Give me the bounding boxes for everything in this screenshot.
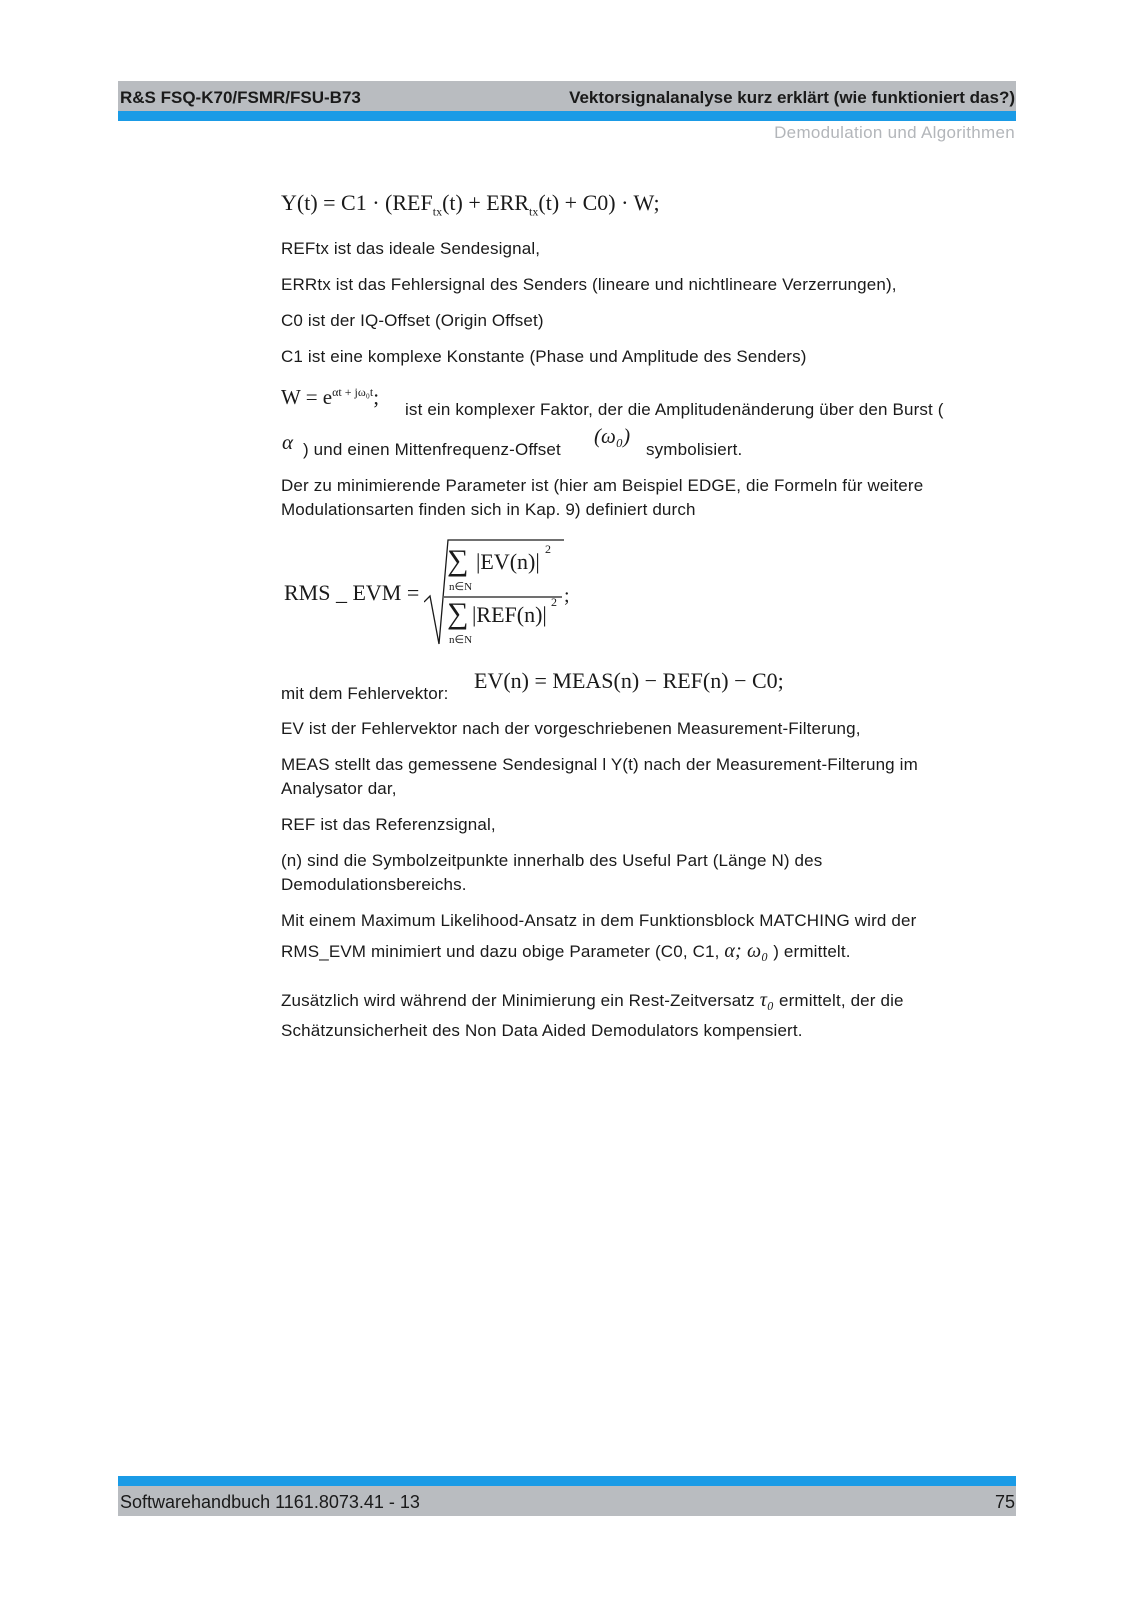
- sum-symbol-num: ∑: [447, 544, 469, 577]
- text-fehlervektor-label: mit dem Fehlervektor:: [281, 684, 449, 703]
- formula-ev: EV(n) = MEAS(n) − REF(n) − C0;: [474, 668, 784, 693]
- header-section-title: Demodulation und Algorithmen: [774, 123, 1015, 142]
- text-c0: C0 ist der IQ-Offset (Origin Offset): [281, 311, 544, 330]
- text-n-line1: (n) sind die Symbolzeitpunkte innerhalb des Useful Part (Länge N) des: [281, 851, 823, 870]
- rms-semicolon: ;: [564, 585, 570, 607]
- header-chapter-title: Vektorsignalanalyse kurz erklärt (wie funktioniert das?): [569, 88, 1015, 107]
- tau-symbol: τ₀: [759, 989, 775, 1011]
- text-alpha: ) und einen Mittenfrequenz-Offset: [303, 440, 561, 459]
- text-zusaetzlich-line1: Zusätzlich wird während der Minimierung ein Rest-Zeitversatz τ₀ ermittelt, der die: [281, 989, 904, 1011]
- text-zusaetzlich-line2: Schätzunsicherheit des Non Data Aided Demodulators kompensiert.: [281, 1021, 803, 1040]
- sum-index-num: n∈N: [449, 581, 473, 593]
- alpha-omega-symbol: α; ω₀: [724, 940, 769, 962]
- denominator: |REF(n)|: [472, 602, 547, 627]
- text-param-line1: Der zu minimierende Parameter ist (hier am Beispiel EDGE, die Formeln für weitere: [281, 476, 924, 495]
- text-meas-line1: MEAS stellt das gemessene Sendesignal l Y(t) nach der Measurement-Filterung im: [281, 755, 918, 774]
- text-matching-line2: RMS_EVM minimiert und dazu obige Parameter (C0, C1, α; ω₀ ) ermittelt.: [281, 940, 851, 962]
- denominator-exponent: 2: [551, 595, 557, 609]
- numerator-exponent: 2: [545, 542, 551, 556]
- text-matching-line1: Mit einem Maximum Likelihood-Ansatz in dem Funktionsblock MATCHING wird der: [281, 911, 917, 930]
- text-omega: symbolisiert.: [646, 440, 743, 459]
- text-c1: C1 ist eine komplexe Konstante (Phase und Amplitude des Senders): [281, 347, 807, 366]
- footer-manual-id: Softwarehandbuch 1161.8073.41 - 13: [120, 1492, 420, 1512]
- formula-w: $W = e^{\alpha t + j\omega_0t}$;: [281, 385, 380, 409]
- header-accent-bar: [118, 111, 1016, 121]
- text-meas-line2: Analysator dar,: [281, 779, 397, 798]
- sum-index-den: n∈N: [449, 634, 473, 646]
- omega-symbol: (ω₀): [594, 424, 631, 448]
- text-reftx: REFtx ist das ideale Sendesignal,: [281, 239, 541, 258]
- numerator: |EV(n)|: [476, 549, 540, 574]
- formula-y-t: $Y(t) = C1 \cdot (REF_{tx}(t) + ERR_{tx}(t) + C0) \cdot W$;: [281, 190, 660, 219]
- text-w-description: ist ein komplexer Faktor, der die Amplitudenänderung über den Burst (: [405, 400, 944, 419]
- rms-lhs: RMS _ EVM =: [284, 580, 420, 605]
- sum-symbol-den: ∑: [447, 597, 469, 630]
- footer-accent-bar: [118, 1476, 1016, 1486]
- text-ev: EV ist der Fehlervektor nach der vorgeschriebenen Measurement-Filterung,: [281, 719, 861, 738]
- footer-page-number: 75: [994, 1492, 1015, 1512]
- text-ref: REF ist das Referenzsignal,: [281, 815, 496, 834]
- text-param-line2: Modulationsarten finden sich in Kap. 9) definiert durch: [281, 500, 696, 519]
- text-errtx: ERRtx ist das Fehlersignal des Senders (lineare und nichtlineare Verzerrungen),: [281, 275, 897, 294]
- header-product: R&S FSQ-K70/FSMR/FSU-B73: [120, 88, 361, 107]
- alpha-symbol: α: [282, 430, 294, 454]
- text-n-line2: Demodulationsbereichs.: [281, 875, 467, 894]
